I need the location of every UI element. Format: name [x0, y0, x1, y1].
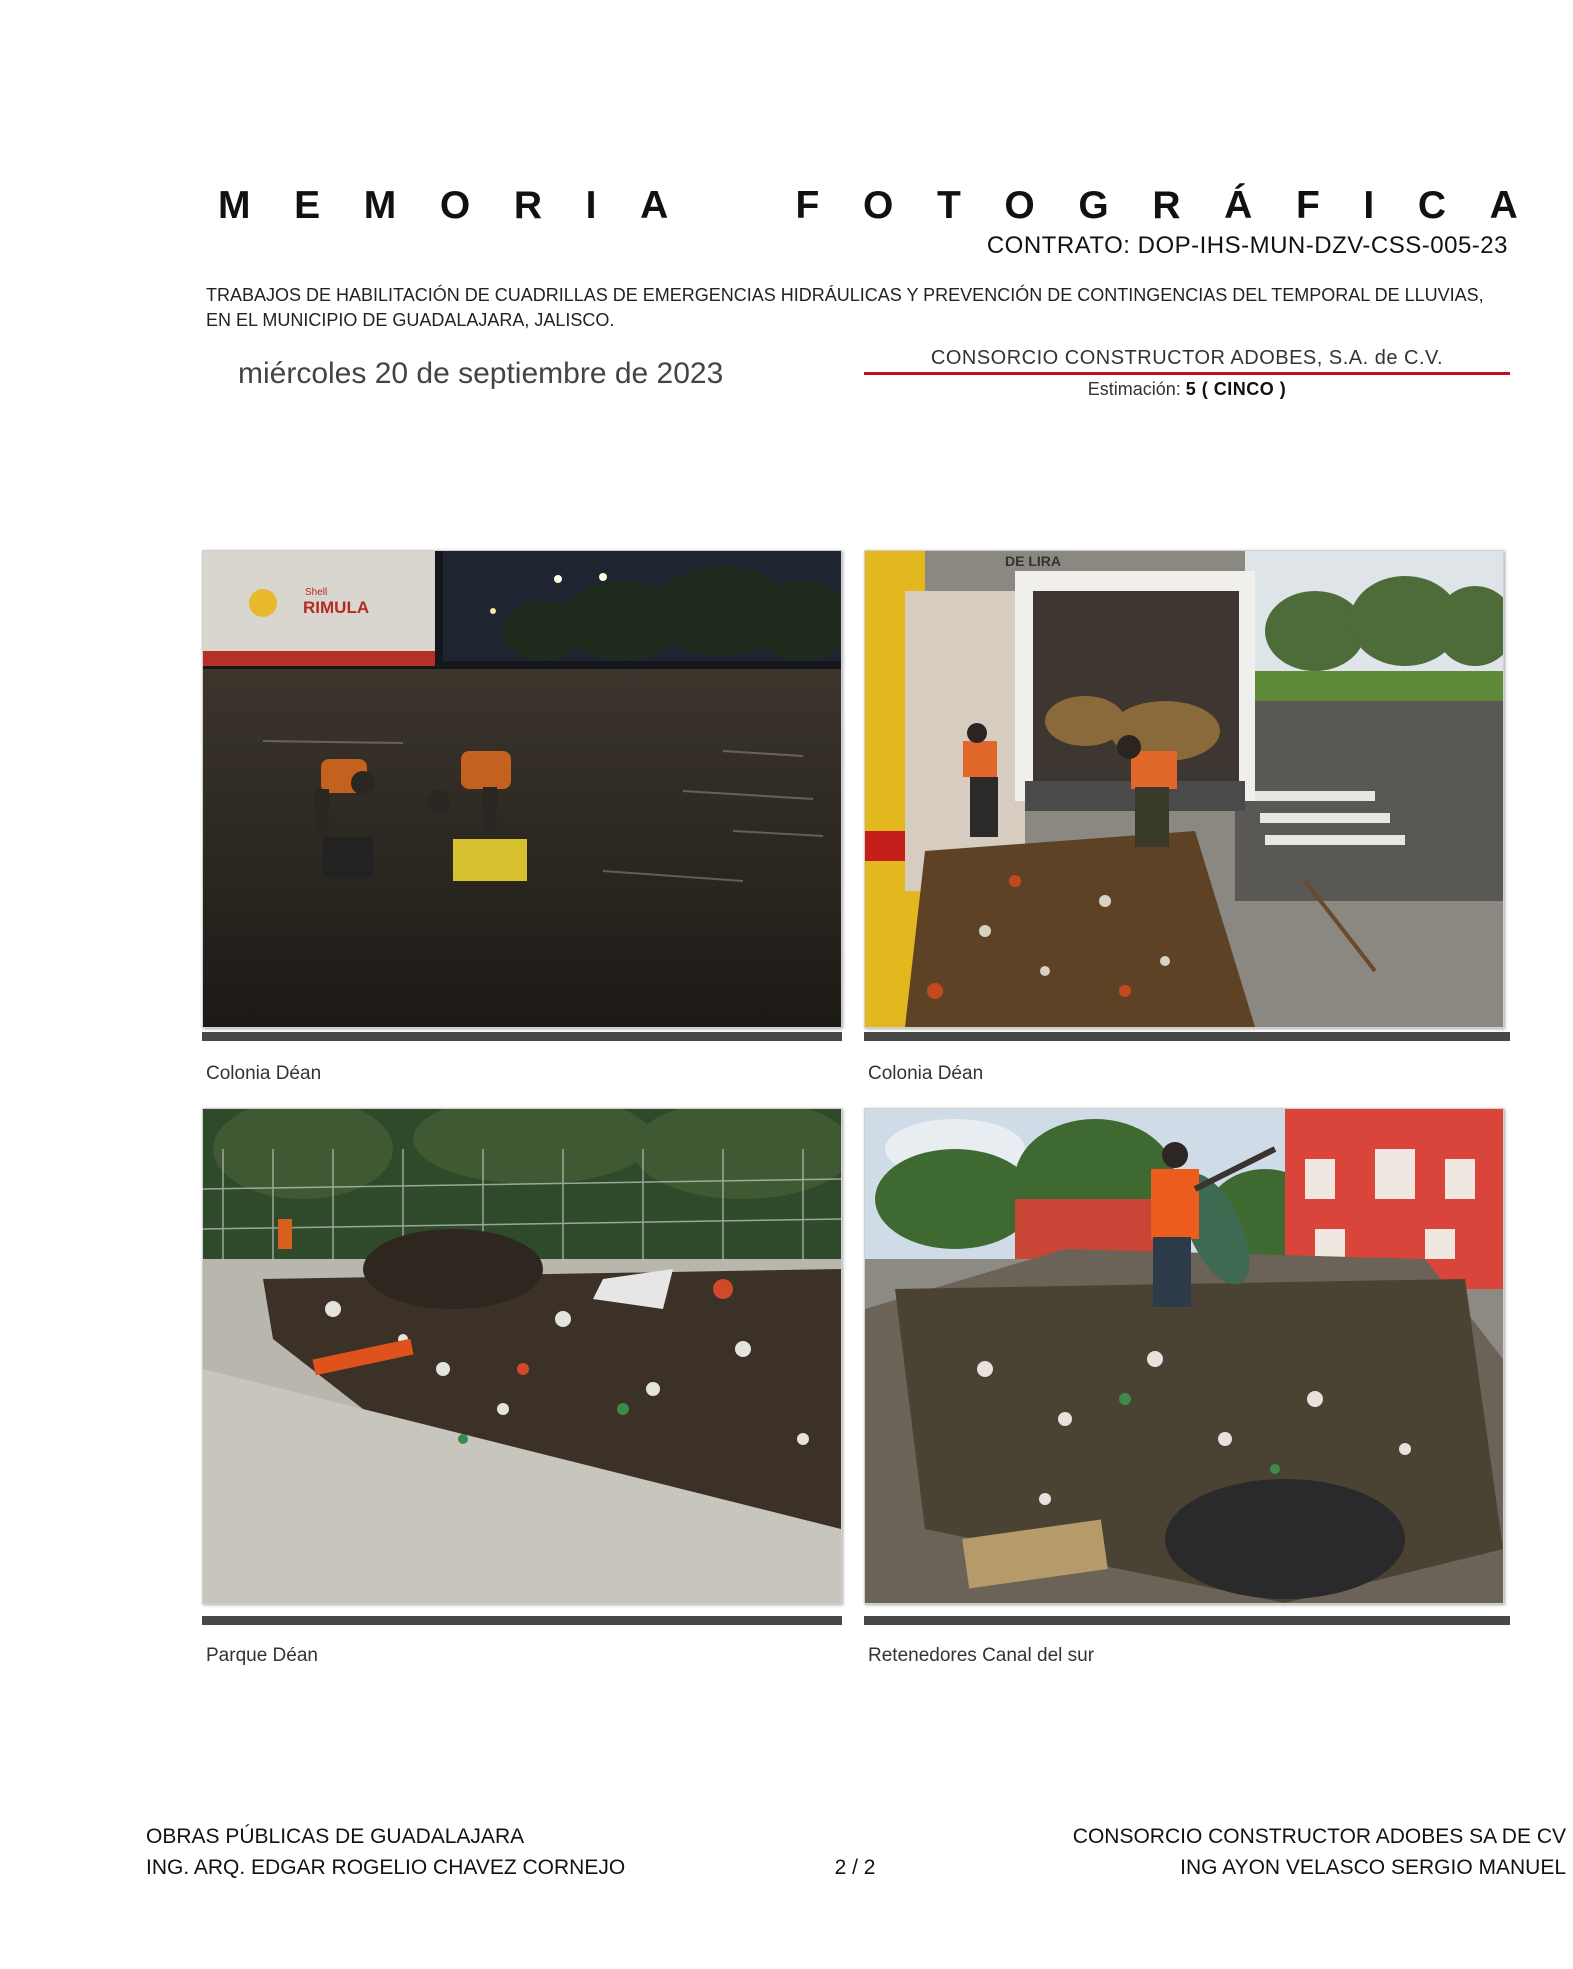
photo-divider — [864, 1616, 1510, 1625]
report-date: miércoles 20 de septiembre de 2023 — [238, 357, 724, 390]
truck-sign-text: DE LIRA — [1005, 553, 1061, 569]
shell-sign-text: Shell — [305, 587, 328, 598]
photo-caption: Colonia Déan — [206, 1063, 322, 1084]
photo-wheelbarrow-worker-image — [865, 1109, 1503, 1603]
company-name: CONSORCIO CONSTRUCTOR ADOBES, S.A. de C.V. — [930, 347, 1444, 369]
title-letter: O — [863, 184, 894, 227]
footer-left-signature — [146, 1821, 625, 1883]
title-letter: E — [294, 184, 321, 227]
rimula-sign-text: RIMULA — [303, 598, 370, 617]
title-letter: M — [218, 184, 251, 227]
title-letter: I — [1363, 184, 1375, 227]
title-letter: R — [1152, 184, 1181, 227]
footer-right-signature — [1010, 1821, 1566, 1883]
title-letter: T — [936, 184, 961, 227]
footer-left-line: OBRAS PÚBLICAS DE GUADALAJARA — [146, 1825, 525, 1848]
photo-debris-pile-fence-image — [203, 1109, 841, 1603]
photo-flooded-street — [202, 550, 842, 1028]
title-letter: A — [1489, 184, 1518, 227]
footer-left-line: ING. ARQ. EDGAR ROGELIO CHAVEZ CORNEJO — [146, 1856, 626, 1879]
photo-divider — [202, 1032, 842, 1041]
estimation-value: 5 ( CINCO ) — [1185, 379, 1287, 399]
photo-truck-debris-image — [865, 551, 1503, 1027]
photo-flooded-street-image — [203, 551, 841, 1027]
title-letter: C — [1417, 184, 1447, 227]
title-letter: R — [513, 184, 543, 227]
description-line: TRABAJOS DE HABILITACIÓN DE CUADRILLAS DE EMERGENCIAS HIDRÁULICAS Y PREVENCIÓN DE CONTINGENCIAS DEL TEMPORAL DE LLUVIAS, — [206, 285, 1484, 305]
photo-wheelbarrow-worker — [864, 1108, 1504, 1604]
footer-right-line: ING AYON VELASCO SERGIO MANUEL — [1180, 1856, 1566, 1879]
photo-truck-debris — [864, 550, 1504, 1028]
title-letter: M — [363, 184, 397, 227]
photo-caption: Retenedores Canal del sur — [868, 1645, 1095, 1666]
title-letter: Á — [1224, 184, 1253, 227]
footer-right-line: CONSORCIO CONSTRUCTOR ADOBES SA DE CV — [1072, 1825, 1566, 1848]
photo-debris-pile-fence — [202, 1108, 842, 1604]
work-description — [206, 283, 1506, 333]
contract-number: CONTRATO: DOP-IHS-MUN-DZV-CSS-005-23 — [986, 232, 1508, 259]
photo-caption: Colonia Déan — [868, 1063, 984, 1084]
document-title — [218, 176, 1518, 236]
title-letter: G — [1078, 184, 1109, 227]
title-letter: O — [439, 184, 471, 227]
title-letter: F — [795, 184, 820, 227]
page-number: 2 / 2 — [834, 1856, 876, 1879]
title-letter: A — [640, 184, 669, 227]
title-letter: I — [585, 184, 597, 227]
photo-caption: Parque Déan — [206, 1645, 318, 1666]
photo-divider — [864, 1032, 1510, 1041]
photo-divider — [202, 1616, 842, 1625]
description-line: EN EL MUNICIPIO DE GUADALAJARA, JALISCO. — [206, 310, 615, 330]
company-underline — [864, 372, 1510, 375]
title-letter: F — [1295, 184, 1320, 227]
title-letter: O — [1004, 184, 1035, 227]
estimation — [864, 379, 1510, 400]
estimation-label: Estimación: — [1087, 379, 1181, 399]
